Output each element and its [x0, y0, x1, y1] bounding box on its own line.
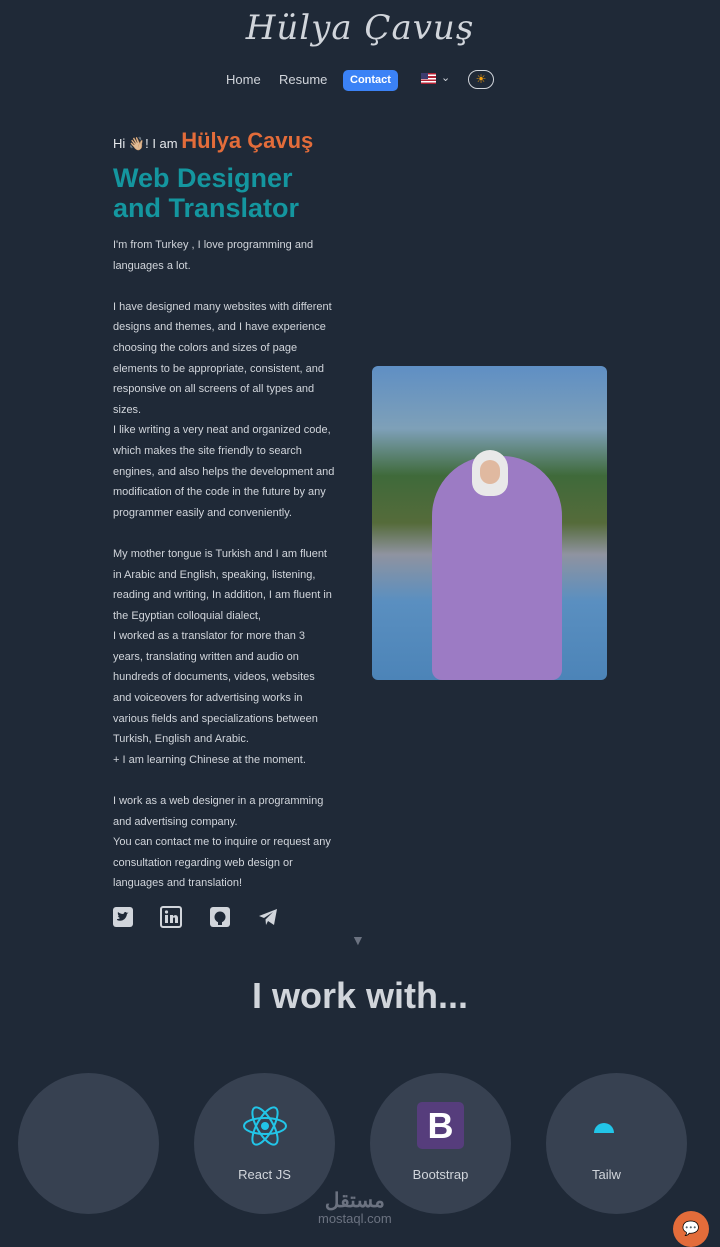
chevron-down-icon[interactable]: ⌄ — [441, 72, 451, 84]
bio-line: I worked as a translator for more than 3 — [113, 630, 305, 643]
linkedin-icon[interactable] — [161, 907, 181, 927]
bio-line: languages a lot. — [113, 259, 191, 272]
bio-line: designs and themes, and I have experience — [113, 321, 326, 334]
bio-line: + I am learning Chinese at the moment. — [113, 753, 306, 766]
us-flag-icon[interactable] — [421, 73, 436, 84]
scroll-down-chevron-icon[interactable]: ▼ — [351, 932, 365, 948]
skill-label: Bootstrap — [412, 1167, 469, 1182]
watermark-latin: mostaql.com — [318, 1211, 392, 1226]
bio-line: in Arabic and English, speaking, listening, — [113, 568, 316, 581]
bio-line — [113, 770, 358, 791]
tailwind-icon — [594, 1123, 614, 1133]
bio-line: choosing the colors and sizes of page — [113, 341, 298, 354]
bio-line: I'm from Turkey , I love programming and — [113, 239, 314, 251]
bio-line: I work as a web designer in a programming — [113, 795, 324, 808]
bio-line: I have designed many websites with different — [113, 300, 332, 313]
skill-label: Tailw — [592, 1167, 621, 1182]
bio-text — [113, 235, 358, 894]
bio-line: languages and translation! — [113, 877, 243, 890]
bio-line: years, translating written and audio on — [113, 650, 299, 663]
skill-card-react — [194, 1073, 335, 1214]
bio-line: which makes the site friendly to search — [113, 444, 302, 457]
hero-title: Web Designer and Translator — [113, 163, 300, 223]
skill-label: React JS — [238, 1167, 291, 1182]
mostaql-watermark — [318, 1190, 392, 1226]
bio-line: elements to be appropriate, consistent, and — [113, 362, 324, 375]
bio-line: programmer easily and conveniently. — [113, 506, 292, 519]
wave-emoji: 👋🏼 — [128, 136, 146, 151]
bio-line: and advertising company. — [113, 815, 238, 828]
skill-card-tailwind — [546, 1073, 687, 1214]
greeting: Hi 👋🏼! I am Hülya Çavuş — [113, 128, 314, 153]
bio-line: I like writing a very neat and organized code, — [113, 424, 331, 437]
theme-toggle-sun-icon[interactable]: ☀ — [468, 70, 494, 89]
watermark-arabic: مستقل — [324, 1190, 385, 1212]
github-icon[interactable] — [210, 907, 230, 927]
twitter-icon[interactable] — [113, 907, 133, 927]
bio-line: the Egyptian colloquial dialect, — [113, 609, 261, 622]
bio-line: consultation regarding web design or — [113, 856, 293, 869]
profile-photo — [372, 366, 607, 680]
chat-bubble-button[interactable]: 💬 — [673, 1211, 709, 1247]
bio-line: hundreds of documents, videos, websites — [113, 671, 315, 684]
telegram-icon[interactable] — [258, 907, 278, 927]
bio-line: sizes. — [113, 403, 142, 416]
bio-line: My mother tongue is Turkish and I am fluent — [113, 547, 327, 560]
nav-home[interactable]: Home — [226, 72, 261, 87]
bio-line: responsive on all screens of all types and — [113, 383, 315, 396]
nav-resume[interactable]: Resume — [279, 72, 328, 87]
bio-line — [113, 276, 358, 297]
skills-heading: I work with... — [251, 975, 469, 1016]
skill-card — [18, 1073, 159, 1214]
bio-line — [113, 523, 358, 544]
nav-contact-button[interactable]: Contact — [343, 70, 398, 91]
bio-line: and voiceovers for advertising works in — [113, 692, 303, 705]
bio-line: reading and writing, In addition, I am fluent in — [113, 589, 332, 602]
bio-line: engines, and also helps the development and — [113, 465, 335, 478]
bio-line: You can contact me to inquire or request any — [113, 836, 331, 849]
bootstrap-icon: B — [417, 1102, 464, 1149]
bio-line: modification of the code in the future by any — [113, 486, 326, 499]
bio-line: Turkish, English and Arabic. — [113, 733, 249, 746]
site-logo[interactable]: Hülya Çavuş — [245, 8, 475, 48]
react-icon — [242, 1103, 288, 1149]
hero-name: Hülya Çavuş — [181, 128, 314, 153]
bio-line: various fields and specializations between — [113, 712, 318, 725]
